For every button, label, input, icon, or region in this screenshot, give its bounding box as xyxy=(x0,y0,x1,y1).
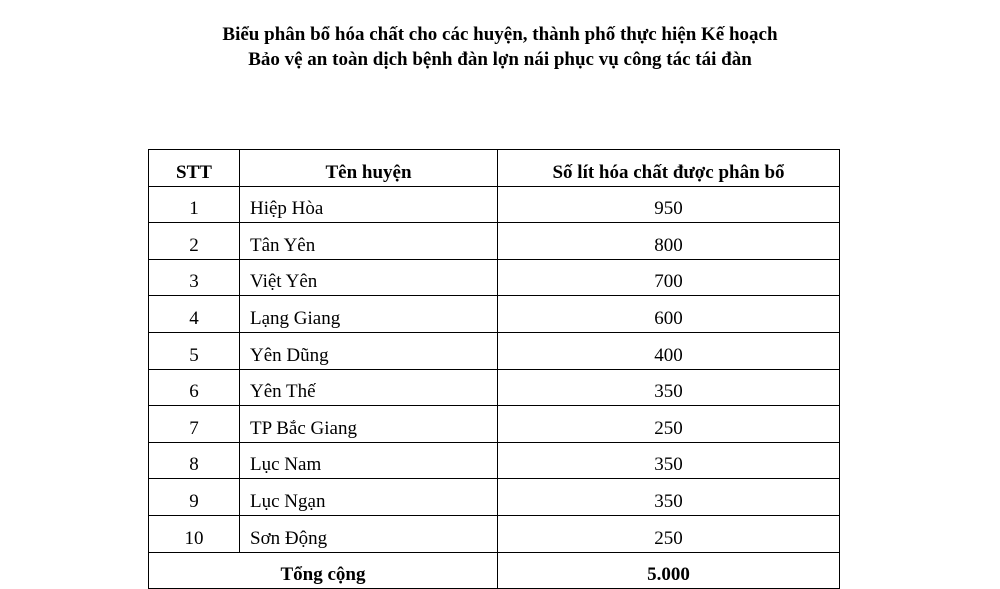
cell-chemical-liters: 700 xyxy=(498,259,840,296)
table-row xyxy=(149,332,840,369)
cell-district-name: Việt Yên xyxy=(240,259,498,296)
cell-stt: 5 xyxy=(149,332,240,369)
cell-chemical-liters: 350 xyxy=(498,479,840,516)
cell-chemical-liters: 250 xyxy=(498,406,840,443)
cell-chemical-liters: 350 xyxy=(498,369,840,406)
cell-stt: 6 xyxy=(149,369,240,406)
cell-stt: 2 xyxy=(149,223,240,260)
cell-district-name: Yên Dũng xyxy=(240,332,498,369)
table-row xyxy=(149,479,840,516)
header-district-name: Tên huyện xyxy=(240,150,498,187)
table-row xyxy=(149,223,840,260)
cell-district-name: Sơn Động xyxy=(240,515,498,552)
total-row xyxy=(149,552,840,589)
cell-stt: 3 xyxy=(149,259,240,296)
cell-district-name: Lục Ngạn xyxy=(240,479,498,516)
cell-stt: 7 xyxy=(149,406,240,443)
title-line-2: Bảo vệ an toàn dịch bệnh đàn lợn nái phục vụ công tác tái đàn xyxy=(248,49,752,70)
table-row xyxy=(149,515,840,552)
cell-stt: 8 xyxy=(149,442,240,479)
cell-chemical-liters: 350 xyxy=(498,442,840,479)
table-row xyxy=(149,259,840,296)
cell-stt: 1 xyxy=(149,186,240,223)
cell-district-name: Lục Nam xyxy=(240,442,498,479)
cell-chemical-liters: 400 xyxy=(498,332,840,369)
cell-district-name: Hiệp Hòa xyxy=(240,186,498,223)
header-chemical-liters: Số lít hóa chất được phân bổ xyxy=(498,150,840,187)
cell-chemical-liters: 600 xyxy=(498,296,840,333)
allocation-table xyxy=(148,149,840,589)
table-row xyxy=(149,186,840,223)
cell-district-name: TP Bắc Giang xyxy=(240,406,498,443)
header-stt: STT xyxy=(149,150,240,187)
table-row xyxy=(149,296,840,333)
cell-district-name: Lạng Giang xyxy=(240,296,498,333)
table-row xyxy=(149,442,840,479)
cell-stt: 10 xyxy=(149,515,240,552)
table-row xyxy=(149,369,840,406)
cell-chemical-liters: 800 xyxy=(498,223,840,260)
total-label: Tổng cộng xyxy=(149,552,498,589)
total-value: 5.000 xyxy=(498,552,840,589)
table-header-row xyxy=(149,150,840,187)
document-title xyxy=(0,22,1000,72)
cell-chemical-liters: 250 xyxy=(498,515,840,552)
cell-district-name: Yên Thế xyxy=(240,369,498,406)
cell-chemical-liters: 950 xyxy=(498,186,840,223)
cell-district-name: Tân Yên xyxy=(240,223,498,260)
table-row xyxy=(149,406,840,443)
cell-stt: 9 xyxy=(149,479,240,516)
cell-stt: 4 xyxy=(149,296,240,333)
title-line-1: Biểu phân bổ hóa chất cho các huyện, thành phố thực hiện Kế hoạch xyxy=(222,24,778,45)
